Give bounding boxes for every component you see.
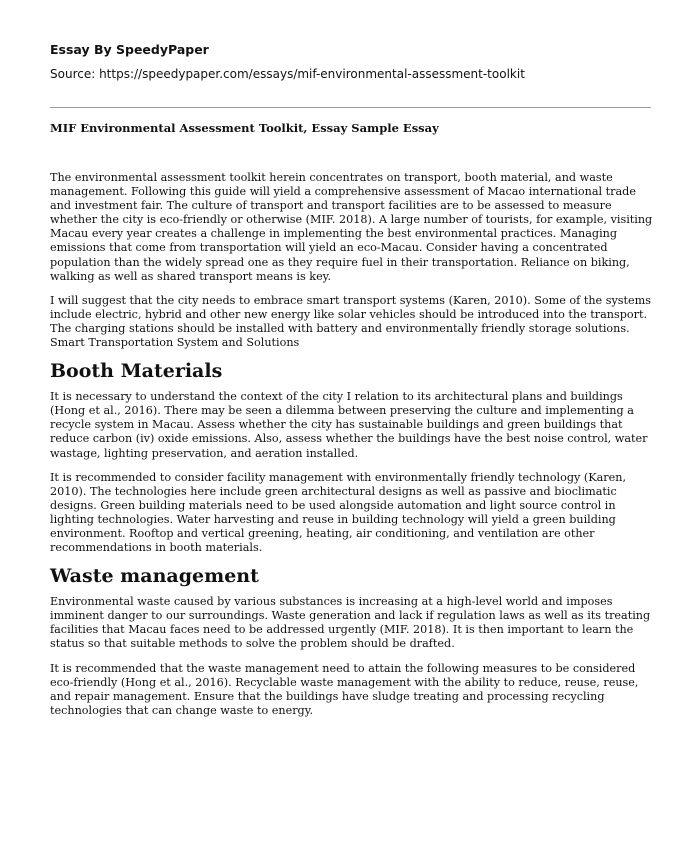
waste-management-paragraph-1: Environmental waste caused by various substances is increasing at a high-level world and imposes imminent danger to our surroundings. Waste generation and lack if regulation laws as well as its treating facilities that Macau faces need to be addressed urgently (MIF. 2018). It is then important to learn the status so that suitable methods to solve the problem should be drafted.	[50, 595, 651, 651]
section-heading-booth-materials: Booth Materials	[50, 360, 223, 383]
waste-management-paragraph-2: It is recommended that the waste management need to attain the following measures to be considered eco-friendly (Hong et al., 2016). Recyclable waste management with the ability to reduce, reuse, reuse, and repair management. Ensure that the buildings have sludge treating and processing recycling technologies that can change waste to energy.	[50, 661, 639, 717]
document-header	[50, 42, 660, 82]
essay-title: MIF Environmental Assessment Toolkit, Essay Sample Essay	[50, 121, 439, 135]
section-heading-waste-management: Waste management	[50, 565, 259, 588]
site-title: Essay By SpeedyPaper	[50, 42, 209, 57]
essay-body	[50, 171, 660, 728]
header-divider	[50, 107, 651, 108]
source-line: Source: https://speedypaper.com/essays/mif-environmental-assessment-toolkit	[50, 67, 525, 81]
booth-materials-paragraph-2: It is recommended to consider facility management with environmentally friendly technology (Karen, 2010). The technologies here include green architectural designs as well as passive and bioclimatic designs. Green building materials need to be used alongside automation and light source control in lighting technologies. Water harvesting and reuse in building technology will yield a green building environment. Rooftop and vertical greening, heating, air conditioning, and ventilation are other recommendations in booth materials.	[50, 470, 627, 555]
intro-paragraph-1: The environmental assessment toolkit herein concentrates on transport, booth material, and waste management. Following this guide will yield a comprehensive assessment of Macao international trade and investment fair. The culture of transport and transport facilities are to be assessed to measure whether the city is eco-friendly or otherwise (MIF. 2018). A large number of tourists, for example, visiting Macau every year creates a challenge in implementing the best environmental practices. Managing emissions that come from transportation will yield an eco-Macau. Consider having a concentrated population than the widely spread one as they require fuel in their transportation. Reliance on biking, walking as well as shared transport means is key.	[50, 171, 653, 283]
booth-materials-paragraph-1: It is necessary to understand the context of the city I relation to its architectural plans and buildings (Hong et al., 2016). There may be seen a dilemma between preserving the culture and implementing a recycle system in Macau. Assess whether the city has sustainable buildings and green buildings that reduce carbon (iv) oxide emissions. Also, assess whether the buildings have the best noise control, water wastage, lighting preservation, and aeration installed.	[50, 390, 648, 460]
intro-paragraph-2: I will suggest that the city needs to embrace smart transport systems (Karen, 2010). Some of the systems include electric, hybrid and other new energy like solar vehicles should be introduced into the transport. The charging stations should be installed with battery and environmentally friendly storage solutions. Smart Transportation System and Solutions	[50, 293, 651, 350]
